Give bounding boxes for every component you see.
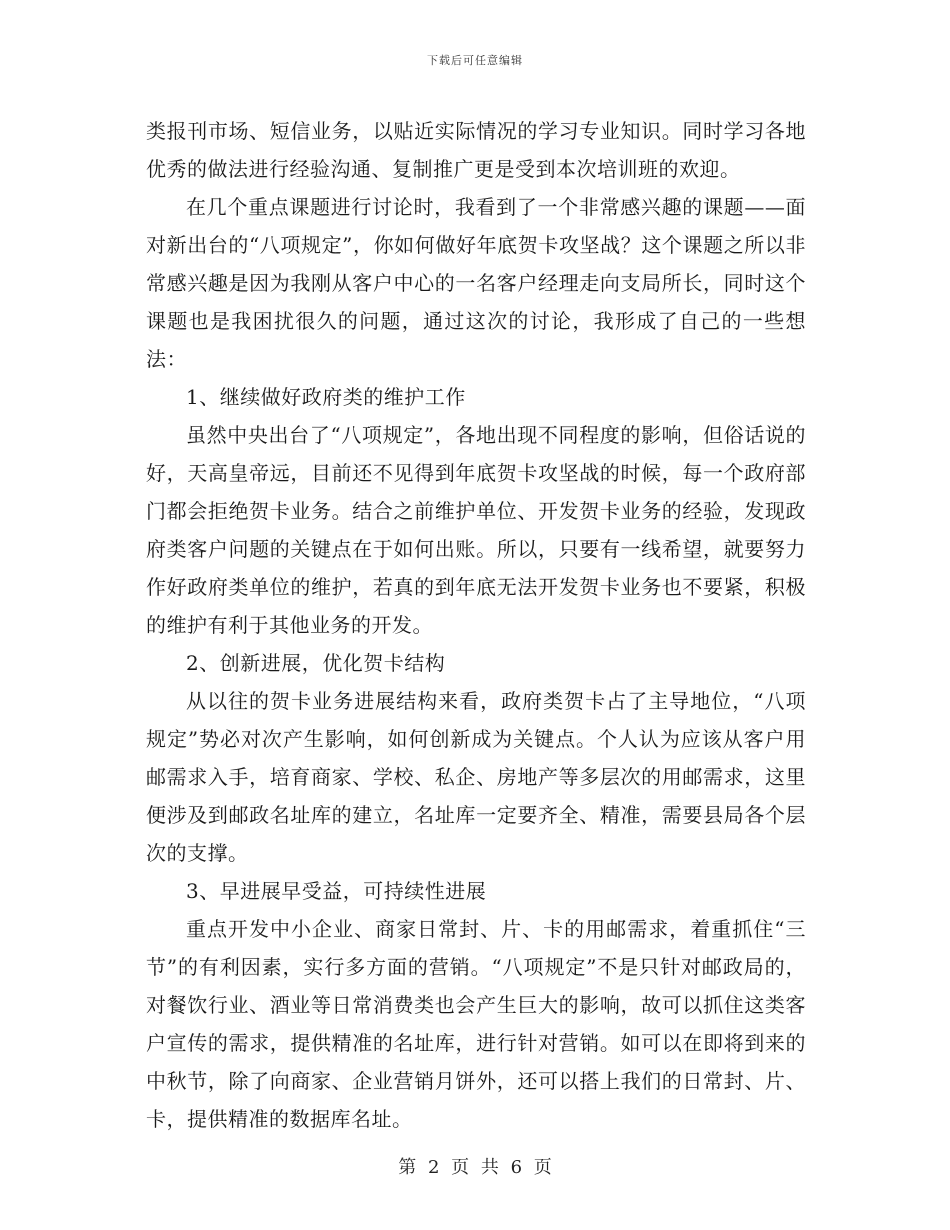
paragraph-topic-intro: 在几个重点课题进行讨论时，我看到了一个非常感兴趣的课题——面对新出台的“八项规定”，你如何做好年底贺卡攻坚战？这个课题之所以非常感兴趣是因为我刚从客户中心的一名客户经理走向支局所长，同时这个课题也是我困扰很久的问题，通过这次的讨论，我形成了自己的一些想法： (146, 195, 806, 371)
section-heading-3: 3、早进展早受益，可持续性进展 (186, 879, 487, 903)
section-heading-2: 2、创新进展，优化贺卡结构 (186, 651, 446, 675)
paragraph-section-3: 重点开发中小企业、商家日常封、片、卡的用邮需求，着重抓住“三节”的有利因素，实行多方面的营销。“八项规定”不是只针对邮政局的，对餐饮行业、酒业等日常消费类也会产生巨大的影响，故可以抓住这类客户宣传的需求，提供精准的名址库，进行针对营销。如可以在即将到来的中秋节，除了向商家、企业营销月饼外，还可以搭上我们的日常封、片、卡，提供精准的数据库名址。 (146, 917, 806, 1131)
document-body (146, 112, 806, 1138)
page-number-footer: 第 2 页 共 6 页 (398, 1157, 552, 1178)
paragraph-continued: 类报刊市场、短信业务，以贴近实际情况的学习专业知识。同时学习各地优秀的做法进行经验沟通、复制推广更是受到本次培训班的欢迎。 (146, 119, 806, 181)
paragraph-section-1: 虽然中央出台了“八项规定”，各地出现不同程度的影响，但俗话说的好，天高皇帝远，目前还不见得到年底贺卡攻坚战的时候，每一个政府部门都会拒绝贺卡业务。结合之前维护单位、开发贺卡业务的经验，发现政府类客户问题的关键点在于如何出账。所以，只要有一线希望，就要努力作好政府类单位的维护，若真的到年底无法开发贺卡业务也不要紧，积极的维护有利于其他业务的开发。 (146, 423, 806, 637)
page-header: 下载后可任意编辑 (427, 54, 523, 67)
paragraph-section-2: 从以往的贺卡业务进展结构来看，政府类贺卡占了主导地位，“八项规定”势必对次产生影响，如何创新成为关键点。个人认为应该从客户用邮需求入手，培育商家、学校、私企、房地产等多层次的用邮需求，这里便涉及到邮政名址库的建立，名址库一定要齐全、精准，需要县局各个层次的支撑。 (146, 689, 806, 865)
section-heading-1: 1、继续做好政府类的维护工作 (186, 385, 466, 409)
